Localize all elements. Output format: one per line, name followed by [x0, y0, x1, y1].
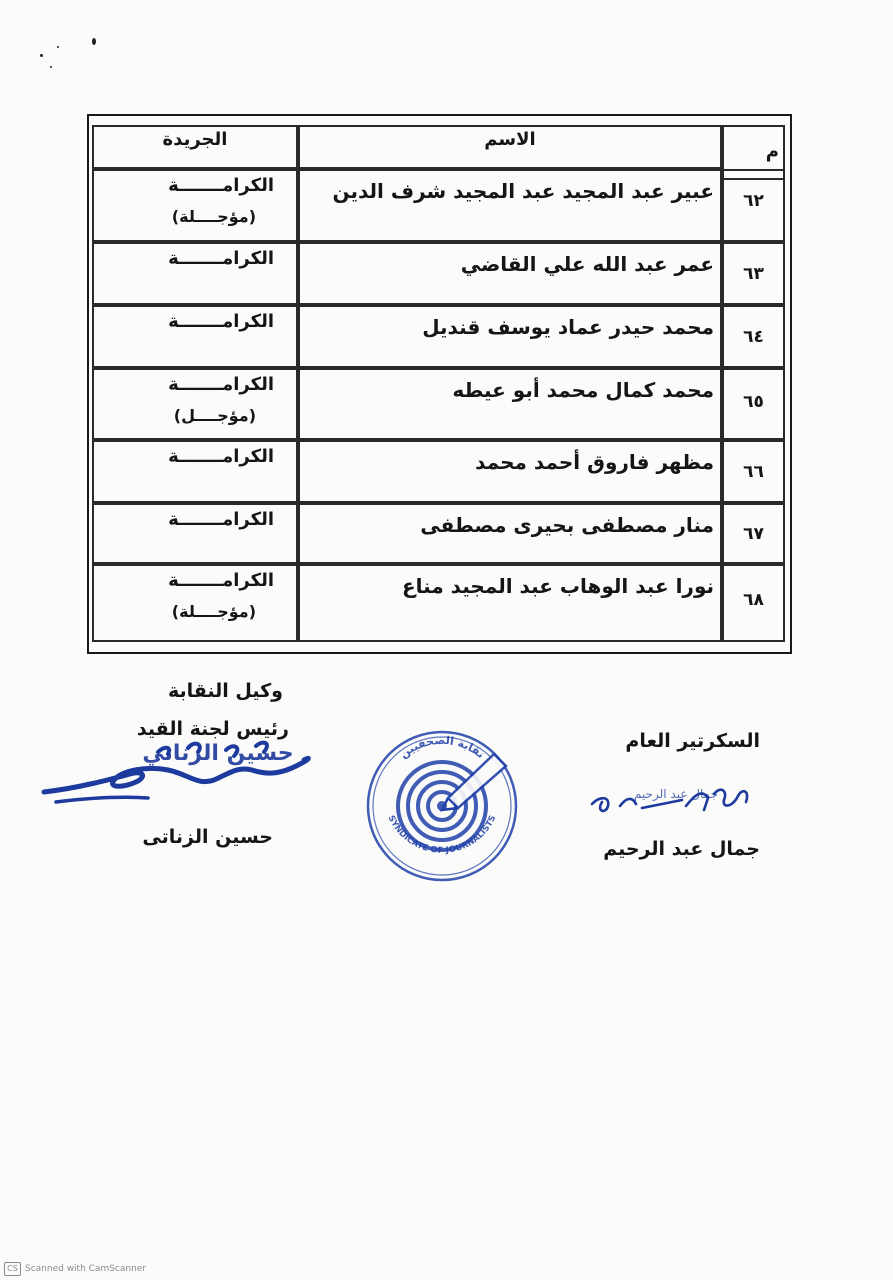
newspaper-name: الكرامـــــــة — [168, 248, 274, 269]
member-name: منار مصطفى بحيرى مصطفى — [420, 513, 714, 537]
member-name: محمد كمال محمد أبو عيطه — [452, 378, 714, 402]
scan-speck — [50, 66, 52, 68]
header-paper-cell — [92, 125, 298, 169]
table-row-paper-cell — [92, 564, 298, 642]
table-row-name-cell — [298, 368, 722, 440]
table-row-paper-cell — [92, 440, 298, 503]
member-name: مظهر فاروق أحمد محمد — [475, 450, 714, 474]
newspaper-name: الكرامـــــــة — [168, 446, 274, 467]
scan-speck — [92, 38, 96, 45]
newspaper-name: الكرامـــــــة — [168, 374, 274, 395]
deputy-name: حسين الزناتى — [142, 826, 273, 848]
status-postponed: (مؤجــــلة) — [171, 602, 256, 621]
row-number: ٦٨ — [743, 590, 764, 610]
table-row-paper-cell — [92, 368, 298, 440]
row-number: ٦٢ — [743, 191, 764, 211]
syndicate-stamp — [362, 720, 522, 884]
deputy-title: وكيل النقابة — [167, 680, 283, 702]
member-name: عبير عبد المجيد عبد المجيد شرف الدين — [332, 179, 714, 203]
table-row-paper-cell — [92, 242, 298, 305]
member-name: محمد حيدر عماد يوسف قنديل — [422, 315, 714, 339]
table-row-num-cell — [722, 305, 785, 368]
row-number: ٦٥ — [743, 392, 764, 412]
row-number: ٦٦ — [743, 462, 764, 482]
table-row-num-cell — [722, 564, 785, 642]
row-number: ٦٧ — [743, 524, 764, 544]
table-row-name-cell — [298, 440, 722, 503]
table-row-name-cell — [298, 564, 722, 642]
members-table — [87, 114, 792, 654]
scanner-watermark — [4, 1262, 146, 1276]
header-name: الاسم — [484, 129, 536, 150]
camscanner-icon: CS — [4, 1262, 21, 1276]
header-paper: الجريدة — [162, 129, 228, 150]
header-num: م — [765, 141, 779, 162]
newspaper-name: الكرامـــــــة — [168, 175, 274, 196]
table-row-paper-cell — [92, 169, 298, 242]
newspaper-name: الكرامـــــــة — [168, 509, 274, 530]
table-row-num-cell — [722, 242, 785, 305]
header-name-cell — [298, 125, 722, 169]
table-row-paper-cell — [92, 305, 298, 368]
member-name: نورا عبد الوهاب عبد المجيد مناع — [402, 574, 714, 598]
scan-speck — [40, 54, 43, 57]
member-name: عمر عبد الله علي القاضي — [460, 252, 714, 276]
table-row-name-cell — [298, 242, 722, 305]
signature-script-text: حسين الزناتي — [142, 741, 294, 766]
stamp-arabic-text: نقابة الصحفيين — [397, 733, 488, 761]
secretary-title: السكرتير العام — [625, 730, 760, 752]
table-row-num-cell — [722, 503, 785, 564]
newspaper-name: الكرامـــــــة — [168, 570, 274, 591]
newspaper-name: الكرامـــــــة — [168, 311, 274, 332]
committee-title: رئيس لجنة القيد — [136, 718, 289, 740]
table-row-paper-cell — [92, 503, 298, 564]
table-row-num-cell — [722, 440, 785, 503]
table-row-name-cell — [298, 169, 722, 242]
scan-speck — [57, 46, 59, 48]
scanner-text: Scanned with CamScanner — [25, 1264, 147, 1274]
stamp-english-text: SYNDICATE OF JOURNALISTS — [385, 813, 499, 856]
table-row-name-cell — [298, 305, 722, 368]
row-number: ٦٣ — [743, 264, 764, 284]
signature-script-text: جمال عبد الرحيم — [633, 787, 719, 801]
table-row-num-cell — [722, 169, 785, 242]
status-postponed: (مؤجــــلة) — [171, 207, 256, 226]
table-row-num-cell — [722, 368, 785, 440]
table-row-name-cell — [298, 503, 722, 564]
signature-zanaty — [38, 730, 318, 810]
secretary-name: جمال عبد الرحيم — [603, 838, 760, 860]
row-number: ٦٤ — [743, 327, 764, 347]
signature-abdelrahim — [586, 778, 766, 820]
status-postponed: (مؤجــــل) — [173, 406, 256, 425]
